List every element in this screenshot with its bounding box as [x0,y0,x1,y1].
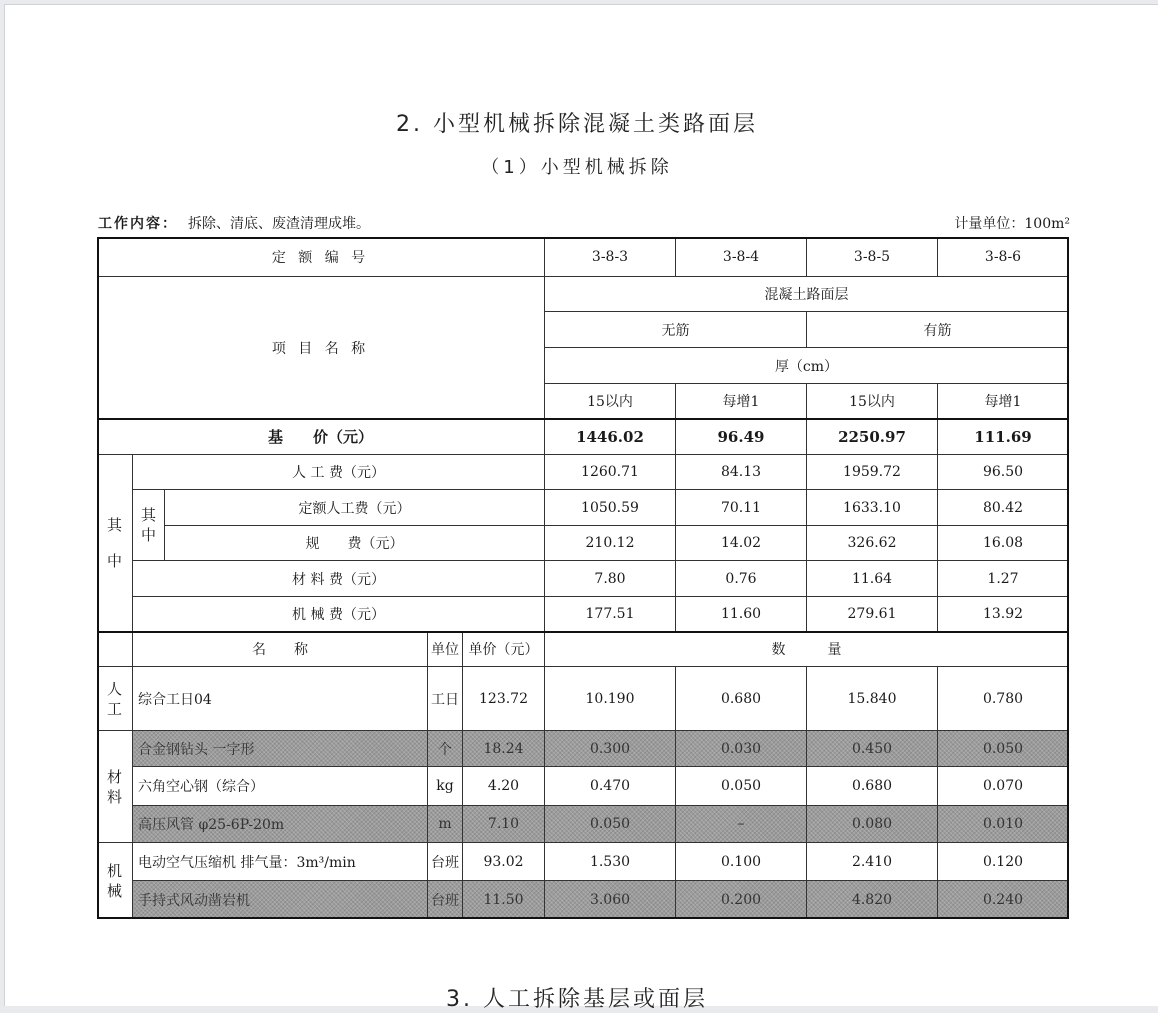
resource-quantity: 0.080 [807,806,938,843]
resource-unit: 工日 [428,667,463,731]
code-cell: 3-8-5 [807,237,938,277]
fees-value: 326.62 [807,526,938,561]
item-name-label: 项 目 名 称 [97,277,545,419]
resource-quantity: 0.070 [938,767,1069,806]
quota-labor-value: 1633.10 [807,490,938,526]
machinery-cost-value: 279.61 [807,597,938,632]
resource-quantity: 0.450 [807,731,938,767]
breakdown-group-label: 其 中 [97,455,133,632]
base-price-value: 111.69 [938,419,1069,455]
group-header-unreinforced: 无筋 [545,312,807,348]
machinery-cost-value: 13.92 [938,597,1069,632]
resource-quantity: 1.530 [545,843,676,881]
labor-category-label: 人 工 [97,667,133,731]
materials-category-label: 材 料 [97,731,133,843]
resource-quantity: 0.680 [676,667,807,731]
quota-labor-label: 定额人工费（元） [165,490,545,526]
category-header: 混凝土路面层 [545,277,1069,312]
machinery-cost-value: 177.51 [545,597,676,632]
resource-price: 18.24 [463,731,545,767]
resource-unit-header: 单位 [428,632,463,667]
code-cell: 3-8-3 [545,237,676,277]
resource-quantity: 0.300 [545,731,676,767]
fees-value: 16.08 [938,526,1069,561]
work-content-text: 拆除、清底、废渣清理成堆。 [188,216,370,232]
resource-quantity: 0.050 [545,806,676,843]
resource-quantity: 0.470 [545,767,676,806]
resource-quantity: 0.010 [938,806,1069,843]
code-cell: 3-8-6 [938,237,1069,277]
machinery-category-label: 机 械 [97,843,133,919]
machinery-cost-value: 11.60 [676,597,807,632]
code-label: 定 额 编 号 [97,237,545,277]
resource-name: 手持式风动凿岩机 [133,881,428,919]
resource-price: 7.10 [463,806,545,843]
quota-labor-value: 1050.59 [545,490,676,526]
resource-quantity: 0.050 [938,731,1069,767]
work-content [98,213,370,233]
code-cell: 3-8-4 [676,237,807,277]
resource-name: 综合工日04 [133,667,428,731]
resource-name: 六角空心钢（综合） [133,767,428,806]
labor-cost-value: 1959.72 [807,455,938,490]
material-cost-value: 1.27 [938,561,1069,597]
subsection-title: （1）小型机械拆除 [481,157,673,178]
base-price-value: 2250.97 [807,419,938,455]
resource-quantity: 0.100 [676,843,807,881]
section-title: 2. 小型机械拆除混凝土类路面层 [396,112,758,137]
resource-name-header: 名 称 [133,632,428,667]
next-section-title: 3. 人工拆除基层或面层 [446,987,708,1012]
group-header-reinforced: 有筋 [807,312,1069,348]
resource-unit: 台班 [428,843,463,881]
resource-header-blank [97,632,133,667]
base-price-value: 96.49 [676,419,807,455]
unit-label: 计量单位：100m² [954,216,1070,232]
resource-quantity: 0.120 [938,843,1069,881]
resource-price: 11.50 [463,881,545,919]
resource-quantity: 0.200 [676,881,807,919]
labor-cost-value: 96.50 [938,455,1069,490]
resource-name: 合金钢钻头 一字形 [133,731,428,767]
resource-name: 高压风管 φ25-6P-20m [133,806,428,843]
material-cost-label: 材 料 费（元） [133,561,545,597]
resource-unit: 台班 [428,881,463,919]
sub-column-header: 15以内 [807,384,938,419]
fees-value: 210.12 [545,526,676,561]
sub-column-header: 每增1 [938,384,1069,419]
resource-unit: kg [428,767,463,806]
resource-quantity: 0.050 [676,767,807,806]
resource-quantity: 3.060 [545,881,676,919]
resource-quantity: 0.240 [938,881,1069,919]
resource-quantity: 10.190 [545,667,676,731]
divider [97,418,1069,420]
sub-column-header: 15以内 [545,384,676,419]
resource-price: 4.20 [463,767,545,806]
quota-labor-value: 70.11 [676,490,807,526]
resource-quantity-header: 数 量 [545,632,1069,667]
base-price-label: 基 价（元） [97,419,545,455]
material-cost-value: 0.76 [676,561,807,597]
resource-quantity: 15.840 [807,667,938,731]
resource-quantity: 4.820 [807,881,938,919]
labor-cost-label: 人 工 费（元） [133,455,545,490]
resource-price-header: 单价（元） [463,632,545,667]
material-cost-value: 11.64 [807,561,938,597]
quota-labor-value: 80.42 [938,490,1069,526]
fees-label: 规 费（元） [165,526,545,561]
sub-group-label: 其 中 [133,490,165,561]
work-content-label: 工作内容： [98,216,178,232]
fees-value: 14.02 [676,526,807,561]
resource-name: 电动空气压缩机 排气量：3m³/min [133,843,428,881]
resource-quantity: 0.030 [676,731,807,767]
resource-quantity: 0.780 [938,667,1069,731]
labor-cost-value: 84.13 [676,455,807,490]
resource-price: 123.72 [463,667,545,731]
resource-quantity: 0.680 [807,767,938,806]
resource-price: 93.02 [463,843,545,881]
resource-unit: 个 [428,731,463,767]
resource-quantity: – [676,806,807,843]
thickness-header: 厚（cm） [545,348,1069,384]
quota-table [97,237,1066,919]
labor-cost-value: 1260.71 [545,455,676,490]
material-cost-value: 7.80 [545,561,676,597]
base-price-value: 1446.02 [545,419,676,455]
divider [97,631,1069,633]
sub-column-header: 每增1 [676,384,807,419]
resource-quantity: 2.410 [807,843,938,881]
resource-unit: m [428,806,463,843]
machinery-cost-label: 机 械 费（元） [133,597,545,632]
